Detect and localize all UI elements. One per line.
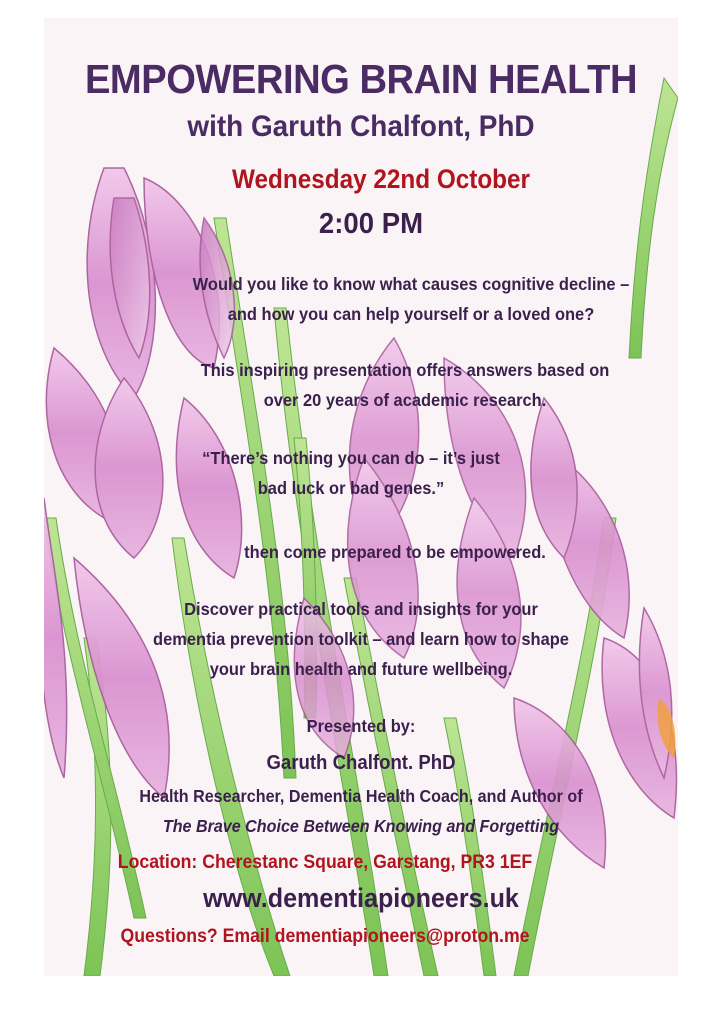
book-title: The Brave Choice Between Knowing and Forgetting <box>162 816 560 836</box>
paragraph-line: This inspiring presentation offers answers based on <box>200 360 610 380</box>
contact-email[interactable]: Questions? Email dementiapioneers@proton.me <box>120 926 530 947</box>
paragraph-line: “There’s nothing you can do – it’s just <box>202 448 500 468</box>
event-date: Wednesday 22nd October <box>232 164 530 194</box>
event-location: Location: Cherestanc Square, Garstang, PR3 1EF <box>117 852 533 873</box>
event-time: 2:00 PM <box>318 208 424 240</box>
intro-paragraph <box>113 269 678 329</box>
paragraph-line: your brain health and future wellbeing. <box>209 659 513 679</box>
flyer <box>44 18 678 976</box>
website-link[interactable]: www.dementiapioneers.uk <box>203 883 519 913</box>
presenter-name: Garuth Chalfont. PhD <box>266 752 456 774</box>
presentation-paragraph <box>107 355 678 415</box>
paragraph-line: then come prepared to be empowered. <box>244 542 546 562</box>
quote-paragraph <box>53 443 649 503</box>
flyer-title: EMPOWERING BRAIN HEALTH <box>84 56 638 102</box>
flyer-subtitle: with Garuth Chalfont, PhD <box>187 110 535 143</box>
empowered-paragraph <box>97 537 678 567</box>
paragraph-line: over 20 years of academic research. <box>263 390 547 410</box>
presented-by-label: Presented by: <box>306 716 416 736</box>
presenter-role: Health Researcher, Dementia Health Coach, and Author of <box>139 786 583 806</box>
paragraph-line: bad luck or bad genes.” <box>257 478 445 498</box>
paragraph-line: dementia prevention toolkit – and learn how to shape <box>153 629 569 649</box>
paragraph-line: Discover practical tools and insights for your <box>184 599 538 619</box>
paragraph-line: and how you can help yourself or a loved one? <box>227 304 595 324</box>
paragraph-line: Would you like to know what causes cognitive decline – <box>192 274 630 294</box>
discover-paragraph <box>63 594 659 684</box>
